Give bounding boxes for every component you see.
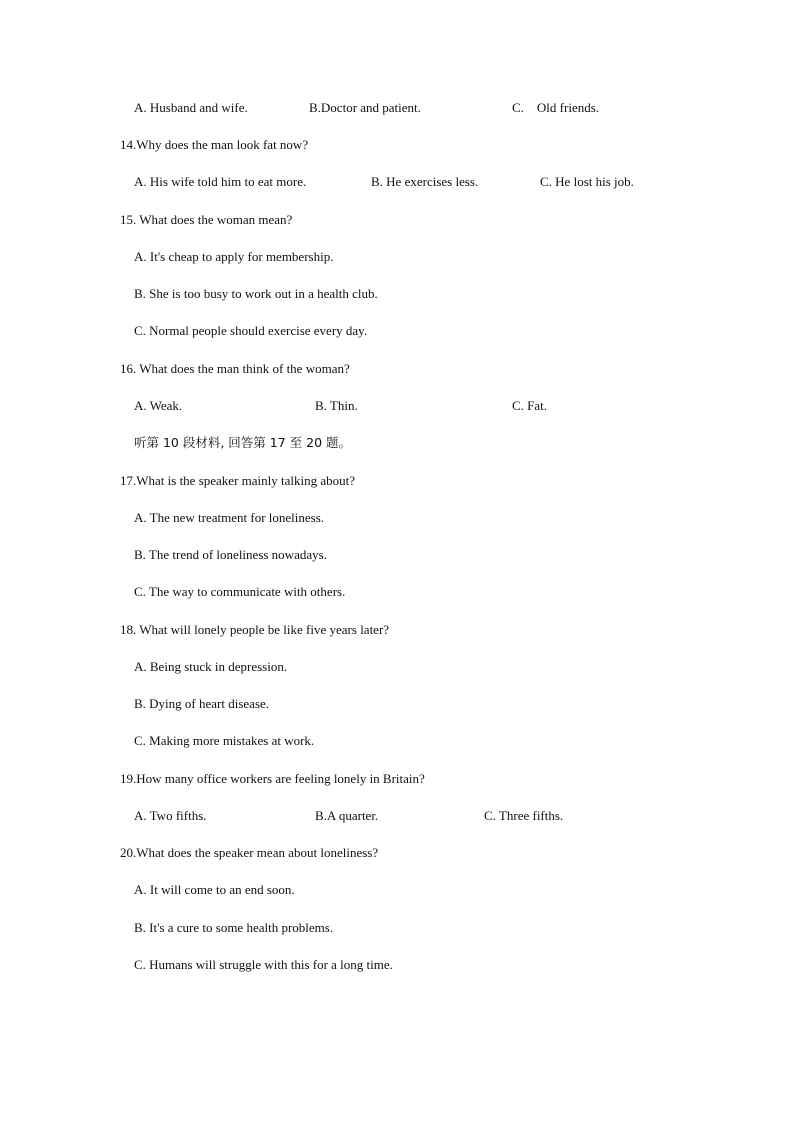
q16-option-a: A. Weak. (134, 398, 183, 413)
q13-option-b: B.Doctor and patient. (309, 100, 421, 115)
q18-option-b: B. Dying of heart disease. (134, 696, 270, 711)
q13-option-c: C. Old friends. (512, 100, 600, 115)
q18-option-a: A. Being stuck in depression. (134, 659, 288, 674)
q17-question: 17.What is the speaker mainly talking about? (120, 473, 356, 488)
q16-question: 16. What does the man think of the woman? (120, 361, 350, 376)
section-instruction: 听第 10 段材料, 回答第 17 至 20 题。 (134, 435, 352, 450)
q16-option-b: B. Thin. (315, 398, 358, 413)
q20-option-a: A. It will come to an end soon. (134, 882, 295, 897)
q17-option-a: A. The new treatment for loneliness. (134, 510, 325, 525)
q14-option-a: A. His wife told him to eat more. (134, 174, 307, 189)
q19-question: 19.How many office workers are feeling lonely in Britain? (120, 771, 425, 786)
q20-option-c: C. Humans will struggle with this for a long time. (134, 957, 393, 972)
q15-option-c: C. Normal people should exercise every day. (134, 323, 368, 338)
q15-question: 15. What does the woman mean? (120, 212, 293, 227)
q13-option-a: A. Husband and wife. (134, 100, 248, 115)
q17-option-b: B. The trend of loneliness nowadays. (134, 547, 327, 562)
q19-option-a: A. Two fifths. (134, 808, 207, 823)
q18-question: 18. What will lonely people be like five years later? (120, 622, 390, 637)
q14-option-b: B. He exercises less. (371, 174, 479, 189)
q20-option-b: B. It's a cure to some health problems. (134, 920, 334, 935)
q15-option-b: B. She is too busy to work out in a health club. (134, 286, 378, 301)
q17-option-c: C. The way to communicate with others. (134, 584, 346, 599)
q18-option-c: C. Making more mistakes at work. (134, 733, 315, 748)
q19-option-c: C. Three fifths. (484, 808, 564, 823)
q14-option-c: C. He lost his job. (540, 174, 634, 189)
q19-option-b: B.A quarter. (315, 808, 379, 823)
q15-option-a: A. It's cheap to apply for membership. (134, 249, 334, 264)
q16-option-c: C. Fat. (512, 398, 548, 413)
q20-question: 20.What does the speaker mean about loneliness? (120, 845, 379, 860)
q14-question: 14.Why does the man look fat now? (120, 137, 309, 152)
